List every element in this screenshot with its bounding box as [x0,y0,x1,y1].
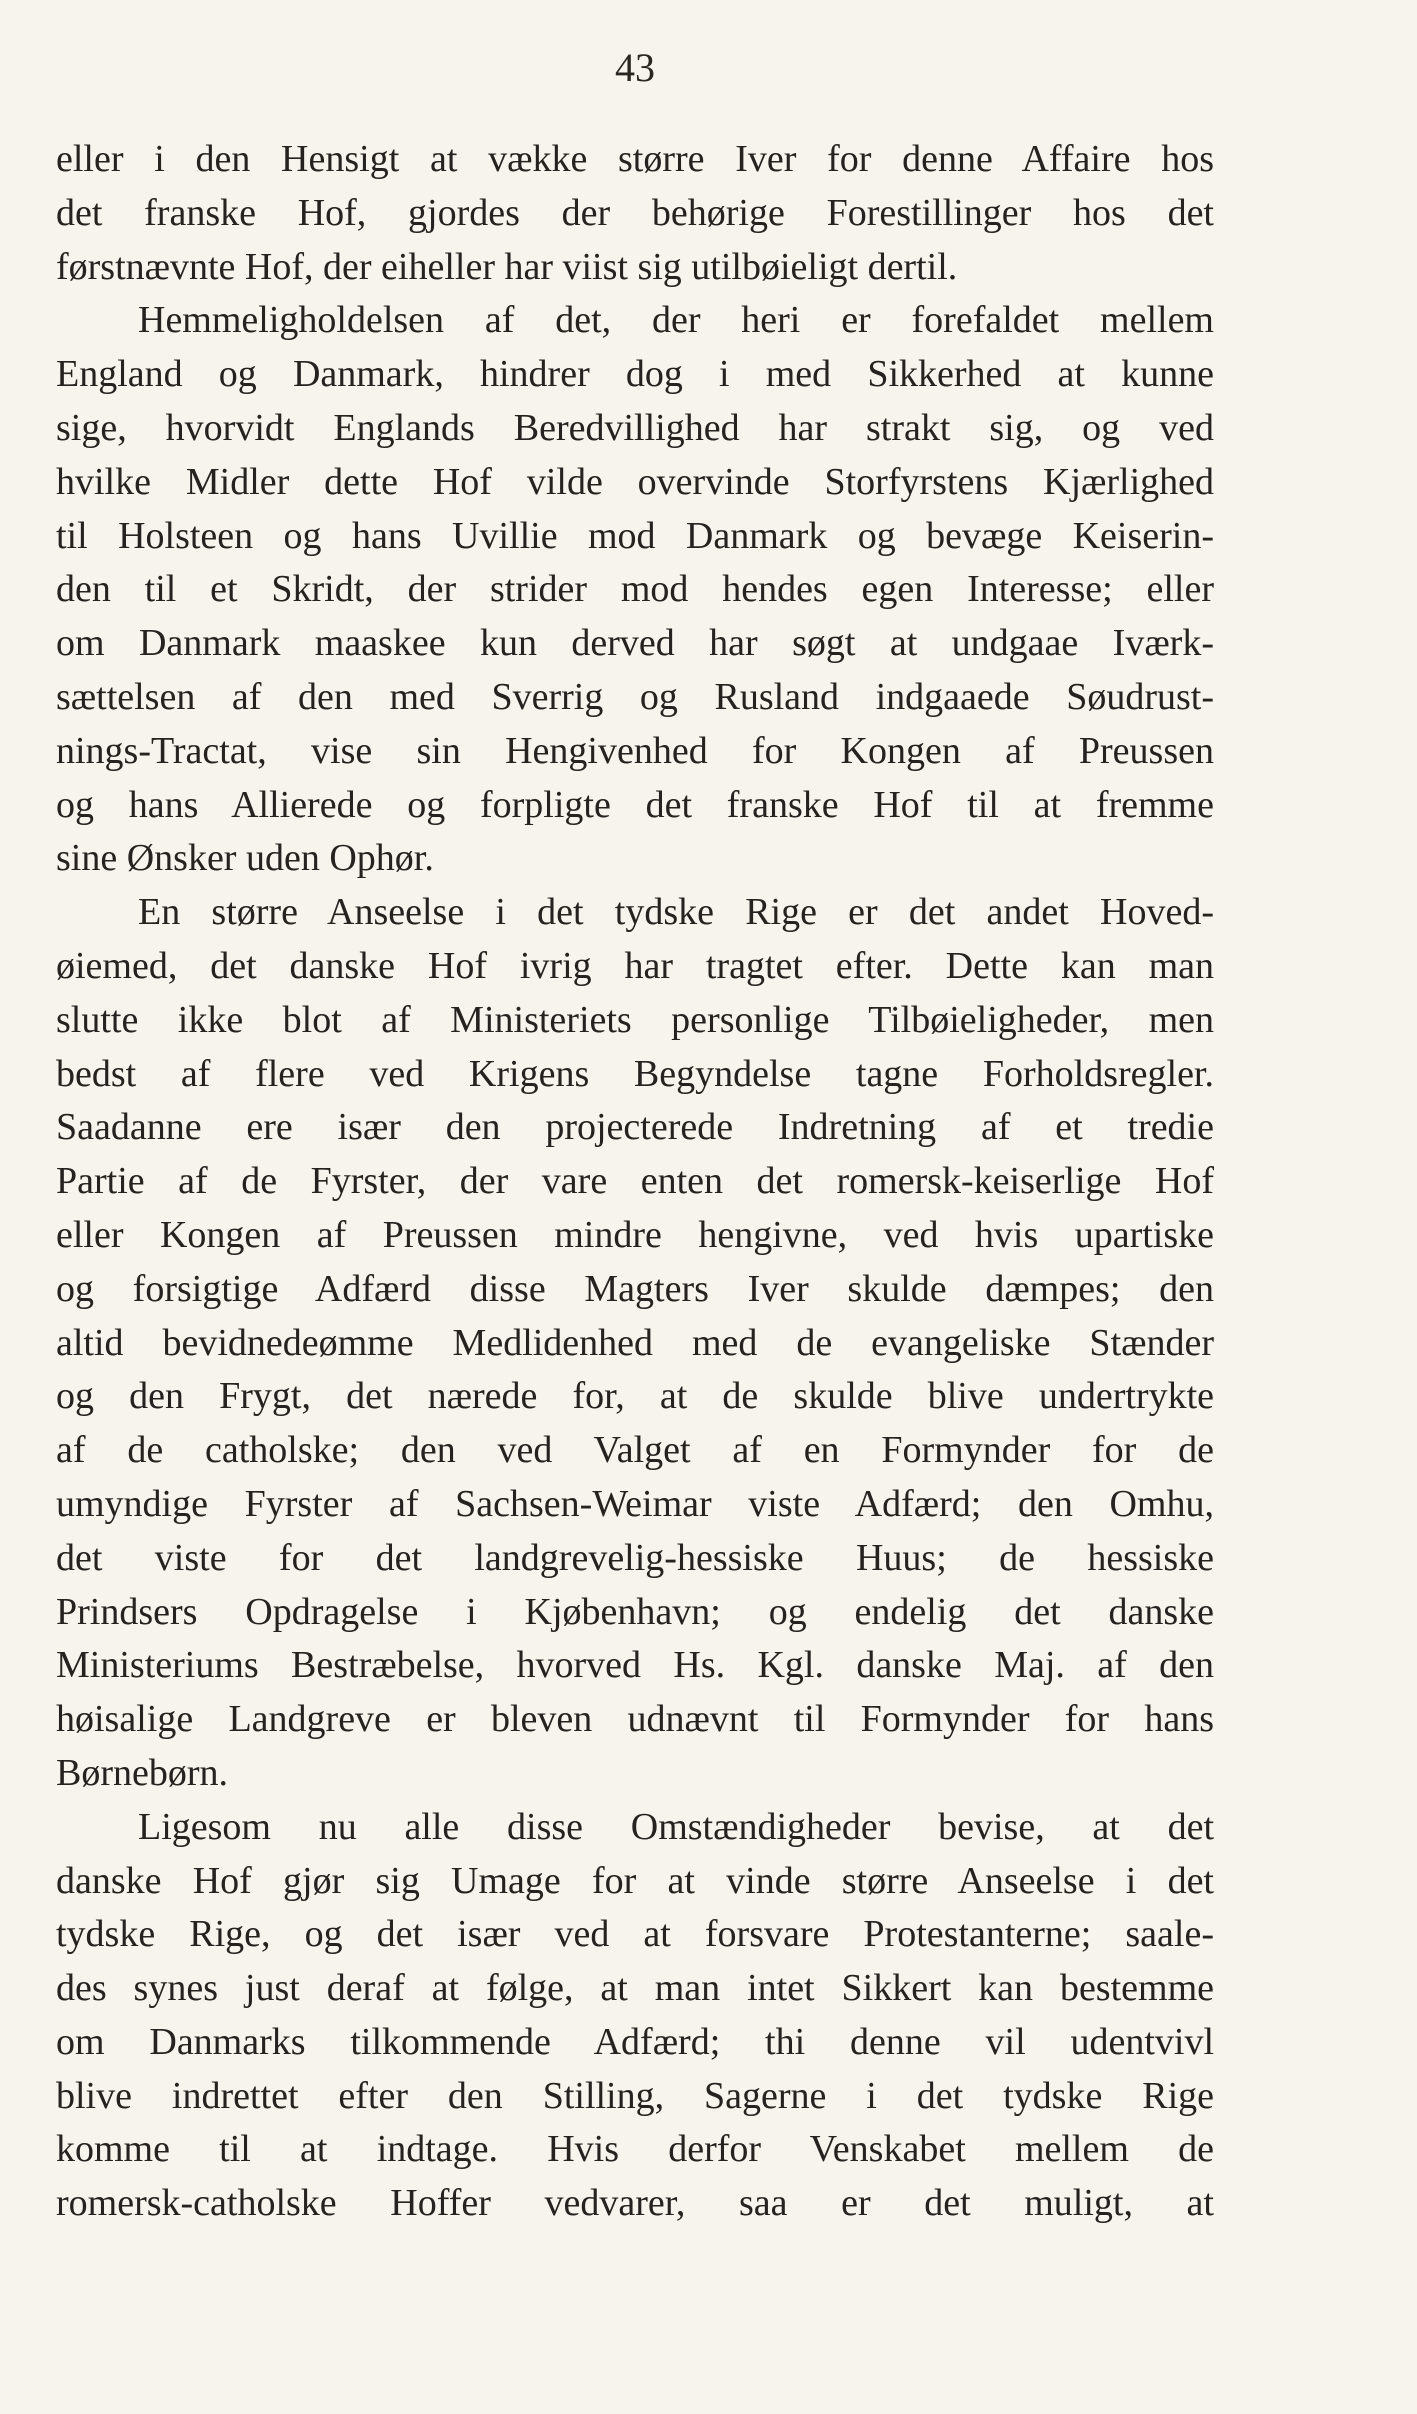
text-line: Hemmeligholdelsen af det, der heri er forefaldet mellem [138,299,1214,342]
text-line: hvilke Midler dette Hof vilde overvinde Storfyrstens Kjærlighed [56,460,1214,503]
text-line: altid bevidnedeømme Medlidenhed med de evangeliske Stænder [56,1321,1214,1364]
text-line: og den Frygt, det nærede for, at de skulde blive undertrykte [56,1375,1214,1418]
text-line: tydske Rige, og det især ved at forsvare Protestanterne; saale- [56,1913,1214,1956]
body-text [56,133,1214,2231]
text-line: slutte ikke blot af Ministeriets personlige Tilbøieligheder, men [56,998,1214,1041]
text-line: komme til at indtage. Hvis derfor Venskabet mellem de [56,2128,1214,2171]
text-line: om Danmark maaskee kun derved har søgt at undgaae Iværk- [56,622,1214,665]
paragraph [56,294,1214,886]
paragraph [56,133,1214,294]
text-line: den til et Skridt, der strider mod hendes egen Interesse; eller [56,568,1214,611]
text-line: sige, hvorvidt Englands Beredvillighed har strakt sig, og ved [56,406,1214,449]
text-line: af de catholske; den ved Valget af en Formynder for de [56,1429,1214,1472]
page-number: 43 [615,45,655,90]
text-line: det franske Hof, gjordes der behørige Forestillinger hos det [56,191,1214,234]
text-line: bedst af flere ved Krigens Begyndelse tagne Forholdsregler. [56,1052,1214,1095]
paragraph [56,1801,1214,2231]
text-line: En større Anseelse i det tydske Rige er det andet Hoved- [138,891,1214,934]
text-line: og hans Allierede og forpligte det franske Hof til at fremme [56,783,1214,826]
text-line: romersk-catholske Hoffer vedvarer, saa er det muligt, at [56,2182,1214,2225]
paragraph [56,886,1214,1801]
text-line: England og Danmark, hindrer dog i med Sikkerhed at kunne [56,353,1214,396]
text-line: umyndige Fyrster af Sachsen-Weimar viste Adfærd; den Omhu, [56,1482,1214,1525]
text-line: det viste for det landgrevelig-hessiske Huus; de hessiske [56,1536,1214,1579]
text-line: Saadanne ere især den projecterede Indretning af et tredie [56,1106,1214,1149]
text-line: Partie af de Fyrster, der vare enten det romersk-keiserlige Hof [56,1160,1214,1203]
text-line: danske Hof gjør sig Umage for at vinde større Anseelse i det [56,1859,1214,1902]
text-line: Ligesom nu alle disse Omstændigheder bevise, at det [138,1805,1214,1848]
text-line: eller i den Hensigt at vække større Iver for denne Affaire hos [56,138,1214,180]
text-line: nings-Tractat, vise sin Hengivenhed for Kongen af Preussen [56,729,1214,772]
text-line: om Danmarks tilkommende Adfærd; thi denne vil udentvivl [56,2020,1214,2063]
text-line: førstnævnte Hof, der eiheller har viist sig utilbøieligt dertil. [56,245,958,288]
text-line: sine Ønsker uden Ophør. [56,837,434,880]
text-line: eller Kongen af Preussen mindre hengivne, ved hvis upartiske [56,1213,1214,1256]
text-line: des synes just deraf at følge, at man intet Sikkert kan bestemme [56,1967,1214,2010]
text-line: sættelsen af den med Sverrig og Rusland indgaaede Søudrust- [56,675,1214,718]
text-line: øiemed, det danske Hof ivrig har tragtet efter. Dette kan man [56,944,1214,987]
text-line: og forsigtige Adfærd disse Magters Iver skulde dæmpes; den [56,1267,1214,1310]
text-line: til Holsteen og hans Uvillie mod Danmark og bevæge Keiserin- [56,514,1214,557]
text-line: Ministeriums Bestræbelse, hvorved Hs. Kgl. danske Maj. af den [56,1644,1214,1687]
text-line: Børnebørn. [56,1751,229,1794]
text-line: Prindsers Opdragelse i Kjøbenhavn; og endelig det danske [56,1590,1214,1633]
text-line: høisalige Landgreve er bleven udnævnt til Formynder for hans [56,1698,1214,1741]
text-line: blive indrettet efter den Stilling, Sagerne i det tydske Rige [56,2074,1214,2117]
